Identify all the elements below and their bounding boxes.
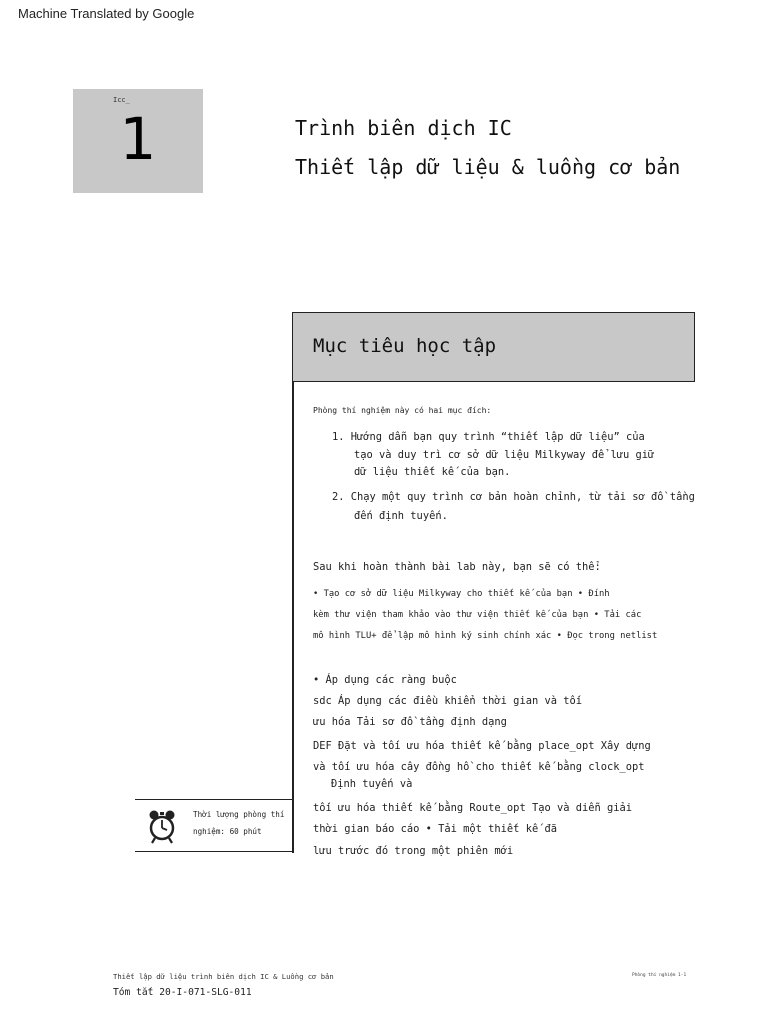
translation-banner: Machine Translated by Google [18,6,195,21]
footer-title: Thiết lập dữ liệu trình biên dịch IC & Luồng cơ bản [113,972,334,981]
objectives-intro: Phòng thí nghiệm này có hai mục đích: [313,406,492,415]
purpose-2-line2: đến định tuyến. [354,510,448,522]
vertical-divider [292,313,294,853]
duration-line2: nghiệm: 60 phút [193,827,262,836]
objectives-header [292,312,695,382]
footer-code: Tóm tắt 20-I-071-SLG-011 [113,987,252,998]
bullet-large-8: thời gian báo cáo • Tải một thiết kế đã [313,823,557,835]
alarm-clock-icon [147,808,177,844]
bullet-small-2: kèm thư viện tham khảo vào thư viện thiết kế của bạn • Tải các [313,610,642,620]
bullet-small-3: mô hình TLU+ để lập mô hình ký sinh chính xác • Đọc trong netlist [313,631,658,641]
lab-duration-box [135,799,293,852]
chapter-tag: Icc_ [113,96,130,104]
after-completion-intro: Sau khi hoàn thành bài lab này, bạn sẽ có thể: [313,561,601,573]
footer-page-number: Phòng thí nghiệm 1-1 [632,973,687,978]
bullet-large-1: • Áp dụng các ràng buộc [313,674,457,686]
purpose-1-line3: dữ liệu thiết kế của bạn. [354,466,511,478]
chapter-number: 1 [119,105,157,173]
purpose-2-line1: 2. Chạy một quy trình cơ bản hoàn chỉnh, từ tải sơ đồ tầng [332,491,695,503]
chapter-title-line1: Trình biên dịch IC [295,116,512,140]
chapter-badge [73,89,203,193]
bullet-large-6: Định tuyến và [331,778,413,790]
bullet-large-2: sdc Áp dụng các điều khiển thời gian và tối [313,695,582,707]
bullet-small-1: • Tạo cơ sở dữ liệu Milkyway cho thiết kế của bạn • Đính [313,589,610,599]
duration-line1: Thời lượng phòng thí [193,810,285,819]
bullet-large-4: DEF Đặt và tối ưu hóa thiết kế bằng place_opt Xây dựng [313,740,651,752]
objectives-heading: Mục tiêu học tập [313,335,497,357]
bullet-large-7: tối ưu hóa thiết kế bằng Route_opt Tạo và diễn giải [313,802,633,814]
purpose-1-line2: tạo và duy trì cơ sở dữ liệu Milkyway để lưu giữ [354,449,655,461]
purpose-1-line1: 1. Hướng dẫn bạn quy trình “thiết lập dữ liệu” của [332,431,645,443]
bullet-large-5: và tối ưu hóa cây đồng hồ cho thiết kế bằng clock_opt [313,761,645,773]
bullet-large-9: lưu trước đó trong một phiên mới [313,845,514,857]
bullet-large-3: ưu hóa Tải sơ đồ tầng định dạng [313,716,507,728]
chapter-title-line2: Thiết lập dữ liệu & luồng cơ bản [295,155,681,179]
